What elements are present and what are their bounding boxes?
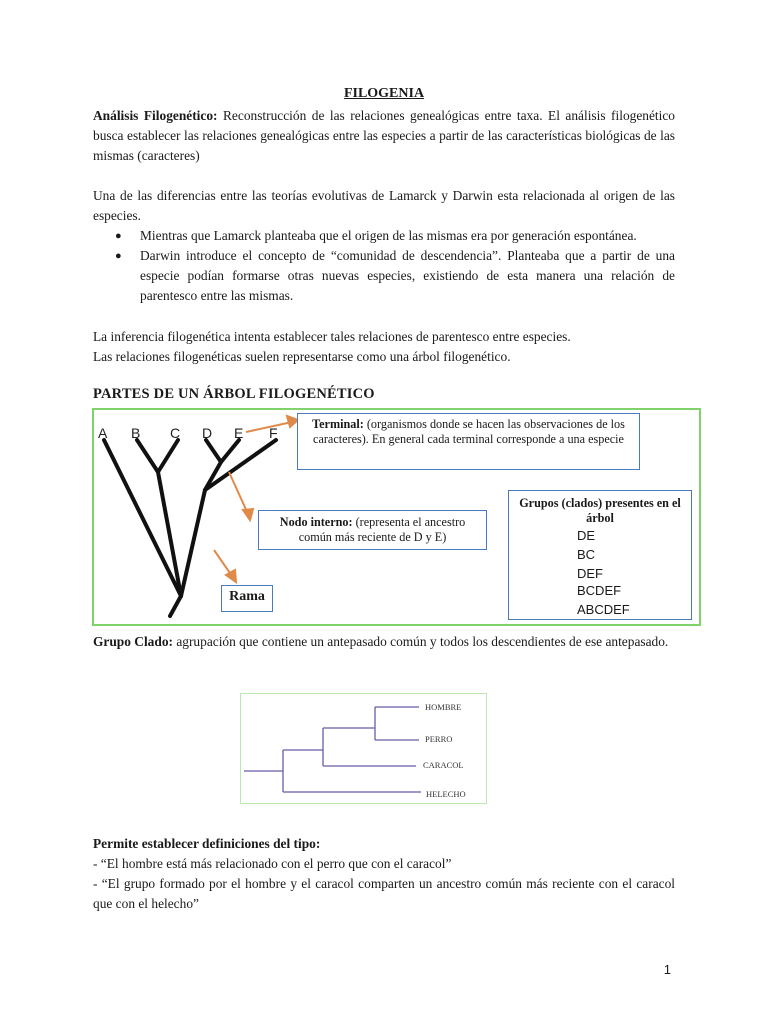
taxon-label: F [269,425,278,441]
cladogram-figure [240,693,487,804]
clade-group: ABCDEF [577,602,630,617]
grupo-clado-term: Grupo Clado: [93,634,173,649]
terminal-box [297,413,640,470]
cladogram-taxon: HOMBRE [425,702,462,712]
branch-box [221,585,273,612]
internal-node-description: (representa el ancestro común más reciente de D y E) [298,515,466,544]
clade-group: DEF [577,566,603,581]
cladogram-taxon: PERRO [425,734,453,744]
internal-node-box [258,510,487,550]
grupo-clado-text: agrupación que contiene un antepasado común y todos los descendientes de ese antepasado. [172,634,669,649]
arrow-branch-head [226,570,236,582]
grupo-clado-paragraph [93,632,675,652]
taxon-label: C [170,425,181,441]
taxon-label: E [234,425,244,441]
intro-paragraph [93,106,675,166]
cladogram-taxon: CARACOL [423,760,464,770]
arrow-node-head [243,509,253,520]
bullet-item-lamarck [93,226,675,246]
section-heading: PARTES DE UN ÁRBOL FILOGENÉTICO [93,386,375,402]
bullet-dot: ● [115,230,122,242]
branch-e [221,440,239,462]
taxon-label: D [202,425,213,441]
terminal-text [304,417,633,446]
bullet-list [93,226,675,306]
taxon-label: A [98,425,108,441]
bullet-text: Mientras que Lamarck planteaba que el origen de las mismas era por generación espontánea. [140,228,637,243]
branch-b [137,440,158,472]
page-title: FILOGENIA [343,86,425,101]
root-branch [170,596,181,616]
inference-line-2: Las relaciones filogenéticas suelen representarse como una árbol filogenético. [93,349,511,364]
taxon-label: B [131,425,141,441]
branch-f [205,440,276,490]
branch-label: Rama [229,589,265,604]
clade-group: BCDEF [577,583,622,598]
internal-node-term: Nodo interno: [279,515,353,529]
clades-heading: Grupos (clados) presentes en el árbol [519,496,681,525]
intro-text: Reconstrucción de las relaciones genealógicas entre taxa. El análisis filogenético busca establecer las relaciones genealógicas entre las especies a partir de las características biológicas de las mismas (caracteres) [93,108,676,163]
lamarck-darwin-paragraph: Una de las diferencias entre las teorías evolutivas de Lamarck y Darwin esta relacionada al origen de las especies. [93,188,675,223]
inference-line-1: La inferencia filogenética intenta establecer tales relaciones de parentesco entre especies. [93,329,571,344]
clade-group: DE [577,528,596,543]
branch-def [181,490,205,596]
clades-box [508,490,692,620]
branch-d [206,440,221,462]
bullet-text: Darwin introduce el concepto de “comunidad de descendencia”. Planteaba que a partir de una especie podían formarse otras nuevas especies, existiendo de esta manera una relación de parentesco entre las mismas. [140,248,675,303]
internal-node-text [263,515,482,544]
permite-item-1: - “El hombre está más relacionado con el perro que con el caracol” [93,856,452,871]
branch-a [104,440,181,596]
bullet-dot: ● [115,250,122,262]
permite-item-2: - “El grupo formado por el hombre y el caracol comparten un ancestro común más reciente con el caracol que con el helecho” [93,876,675,911]
intro-term: Análisis Filogenético: [93,108,218,123]
cladogram-taxon: HELECHO [426,789,466,799]
clade-group: BC [577,547,596,562]
branch-c [158,440,178,472]
arrow-node [229,472,248,514]
terminal-term: Terminal: [312,417,364,431]
permite-heading: Permite establecer definiciones del tipo: [93,836,321,851]
bullet-item-darwin [93,246,675,306]
page-number: 1 [663,962,671,977]
branch-bc [158,472,181,596]
terminal-description: (organismos donde se hacen las observaciones de los caracteres). En general cada terminal corresponde a una especie [313,417,625,446]
